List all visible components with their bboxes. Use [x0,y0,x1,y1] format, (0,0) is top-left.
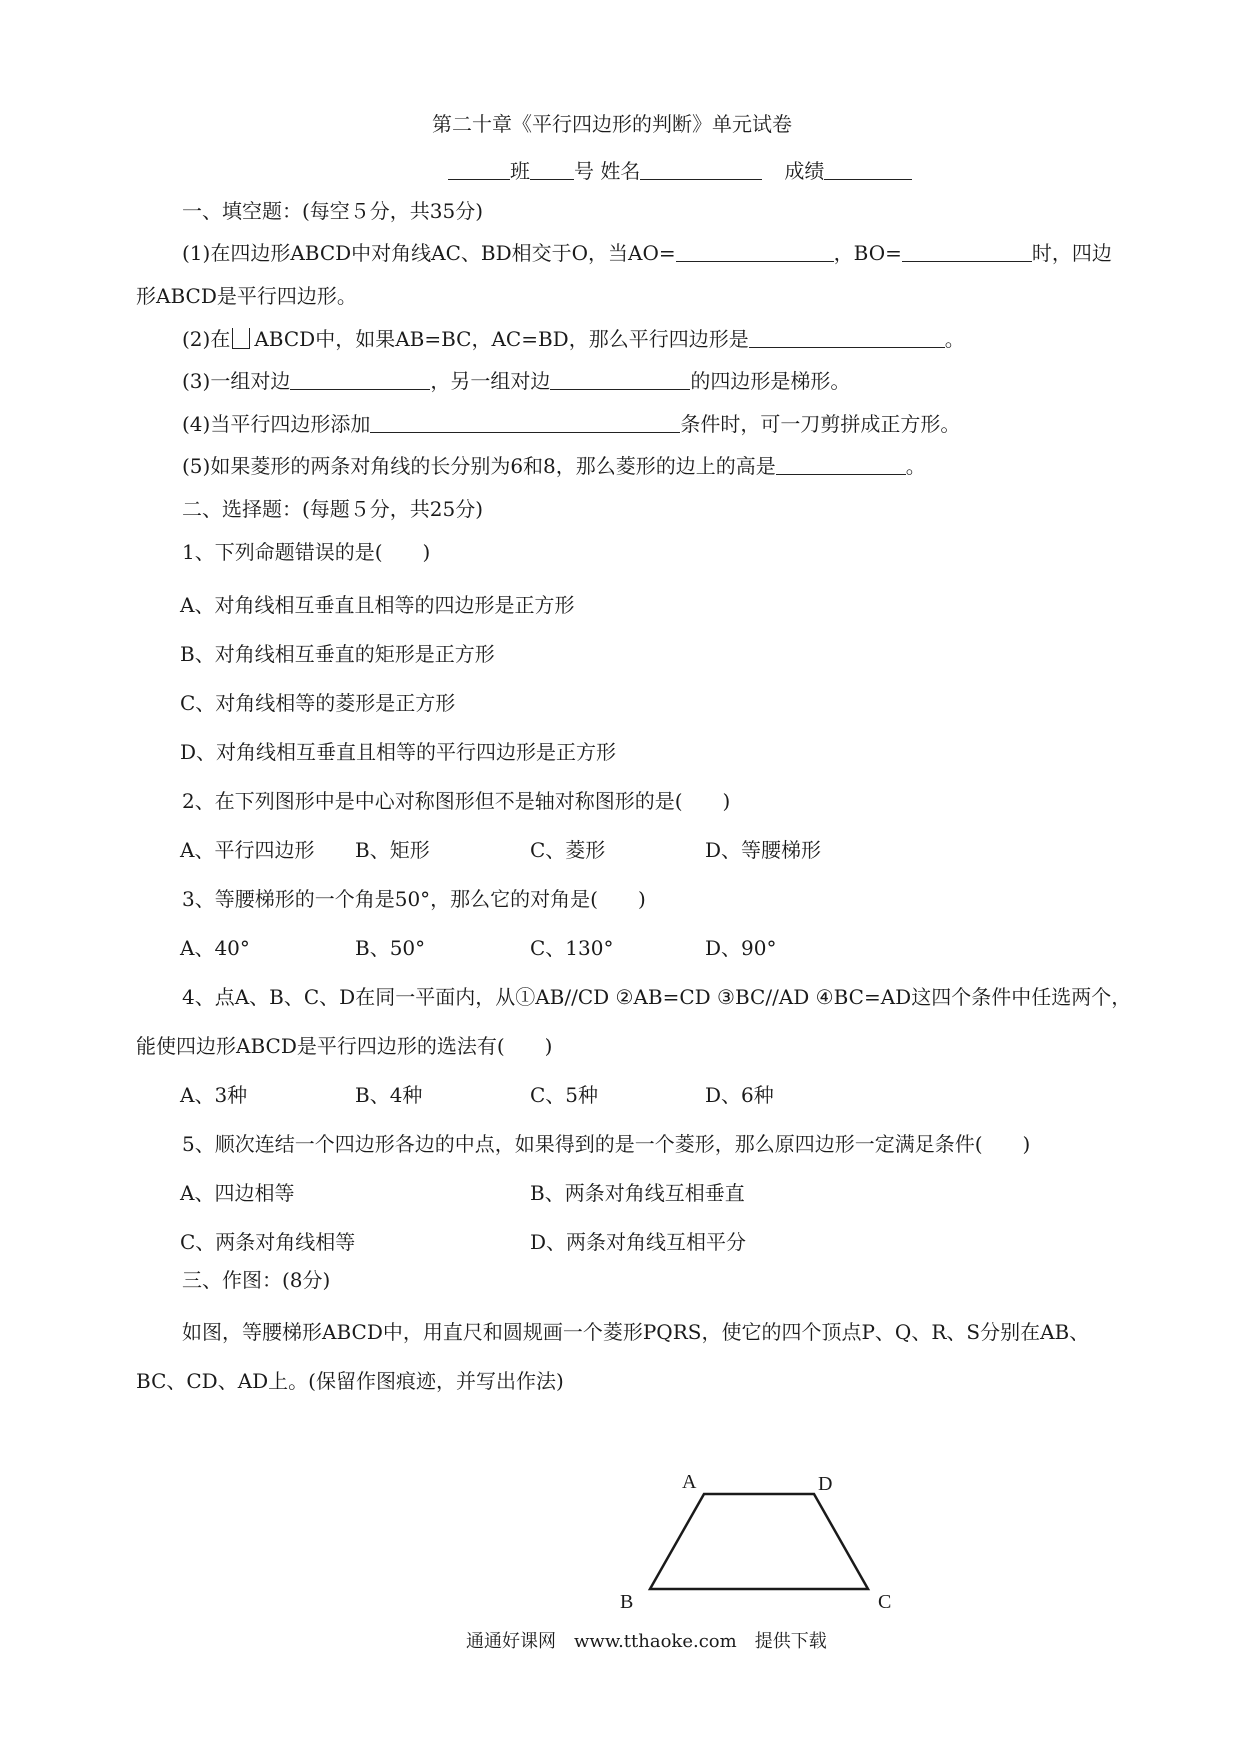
footer-credit: 通通好课网 www.tthaoke.com 提供下载 [466,1631,827,1652]
name-blank[interactable] [640,157,762,180]
bo-blank[interactable] [902,239,1032,262]
choice-q5-options-row2 [180,1228,880,1256]
choice-q5-options-row1 [180,1179,880,1207]
choice-q4-line2: 能使四边形ABCD是平行四边形的选法有( ) [136,1034,553,1058]
fill-q5-text-a: (5)如果菱形的两条对角线的长分别为6和8，那么菱形的边上的高是 [182,454,776,478]
choice-q1-option-b[interactable]: B、对角线相互垂直的矩形是正方形 [180,642,495,666]
class-label: 班 [510,159,530,183]
ao-blank[interactable] [676,239,834,262]
score-label: 成绩 [784,159,825,183]
section2-heading: 二、选择题：(每题５分，共25分) [182,497,484,521]
parallelogram-sign-icon [232,328,250,349]
choice-q3-option-c[interactable]: C、130° [530,936,614,960]
fill-q5-text-b: 。 [905,454,926,478]
choice-q2-option-c[interactable]: C、菱形 [530,838,606,862]
q4-blank[interactable] [370,410,680,433]
fill-q5 [182,452,926,480]
choice-q2-option-a[interactable]: A、平行四边形 [180,838,315,862]
choice-q5-option-c[interactable]: C、两条对角线相等 [180,1230,356,1254]
choice-q3-option-d[interactable]: D、90° [705,936,777,960]
q2-blank[interactable] [749,325,945,348]
fill-q2 [182,325,965,353]
fill-q1-line2: 形ABCD是平行四边形。 [136,284,357,308]
vertex-label-c: C [878,1591,892,1613]
choice-q3-option-a[interactable]: A、40° [180,936,250,960]
fill-q2-text-c: 。 [944,327,965,351]
q3-blank-2[interactable] [550,367,690,390]
fill-q3-text-c: 的四边形是梯形。 [690,369,851,393]
fill-q1-text-a: (1)在四边形ABCD中对角线AC、BD相交于O，当AO= [182,241,676,265]
trapezoid-abcd [650,1494,868,1589]
choice-q4-option-b[interactable]: B、4种 [355,1083,423,1107]
choice-q4-option-d[interactable]: D、6种 [705,1083,774,1107]
vertex-label-b: B [620,1591,634,1613]
fill-q1-line1 [182,239,1112,267]
fill-q4-text-b: 条件时，可一刀剪拼成正方形。 [680,412,961,436]
fill-q2-text-a: (2)在 [182,327,231,351]
construction-text-line2: BC、CD、AD上。(保留作图痕迹，并写出作法) [136,1369,564,1393]
choice-q1-option-a[interactable]: A、对角线相互垂直且相等的四边形是正方形 [180,593,575,617]
score-blank[interactable] [824,157,912,180]
choice-q2-options [180,836,880,864]
choice-q5-option-d[interactable]: D、两条对角线互相平分 [530,1230,747,1254]
q3-blank-1[interactable] [290,367,430,390]
choice-q4-option-a[interactable]: A、3种 [180,1083,248,1107]
choice-q3-options [180,934,880,962]
fill-q3 [182,367,850,395]
exam-title: 第二十章《平行四边形的判断》单元试卷 [432,112,792,136]
section1-heading: 一、填空题：(每空５分，共35分) [182,199,484,223]
choice-q1-option-d[interactable]: D、对角线相互垂直且相等的平行四边形是正方形 [180,740,617,764]
choice-q3: 3、等腰梯形的一个角是50°，那么它的对角是( ) [182,887,646,911]
choice-q4-options [180,1081,880,1109]
trapezoid-figure [600,1450,920,1620]
choice-q5: 5、顺次连结一个四边形各边的中点，如果得到的是一个菱形，那么原四边形一定满足条件( ) [182,1132,1031,1156]
section3-heading: 三、作图：(8分) [182,1268,331,1292]
choice-q4-line1: 4、点A、B、C、D在同一平面内，从①AB//CD ②AB=CD ③BC//AD ④BC=AD这四个条件中任选两个， [182,985,1132,1009]
number-label: 号 [574,159,594,183]
vertex-label-a: A [682,1471,697,1493]
vertex-label-d: D [818,1473,833,1495]
number-blank[interactable] [530,157,574,180]
choice-q1-option-c[interactable]: C、对角线相等的菱形是正方形 [180,691,456,715]
fill-q3-text-a: (3)一组对边 [182,369,291,393]
choice-q5-option-b[interactable]: B、两条对角线互相垂直 [530,1181,745,1205]
fill-q1-text-c: 时，四边 [1031,241,1112,265]
choice-q3-option-b[interactable]: B、50° [355,936,426,960]
fill-q1-text-b: ，BO= [833,241,902,265]
name-label: 姓名 [600,159,641,183]
q5-blank[interactable] [776,452,906,475]
fill-q3-text-b: ，另一组对边 [430,369,551,393]
fill-q4-text-a: (4)当平行四边形添加 [182,412,371,436]
choice-q2-option-d[interactable]: D、等腰梯形 [705,838,822,862]
fill-q4 [182,410,960,438]
student-info-line [448,157,912,185]
construction-text-line1: 如图，等腰梯形ABCD中，用直尺和圆规画一个菱形PQRS，使它的四个顶点P、Q、R、S分别在AB、 [182,1320,1090,1344]
choice-q1: 1、下列命题错误的是( ) [182,540,431,564]
choice-q2-option-b[interactable]: B、矩形 [355,838,430,862]
choice-q5-option-a[interactable]: A、四边相等 [180,1181,295,1205]
choice-q2: 2、在下列图形中是中心对称图形但不是轴对称图形的是( ) [182,789,731,813]
class-blank[interactable] [448,157,510,180]
fill-q2-text-b: ABCD中，如果AB=BC，AC=BD，那么平行四边形是 [254,327,749,351]
choice-q4-option-c[interactable]: C、5种 [530,1083,599,1107]
